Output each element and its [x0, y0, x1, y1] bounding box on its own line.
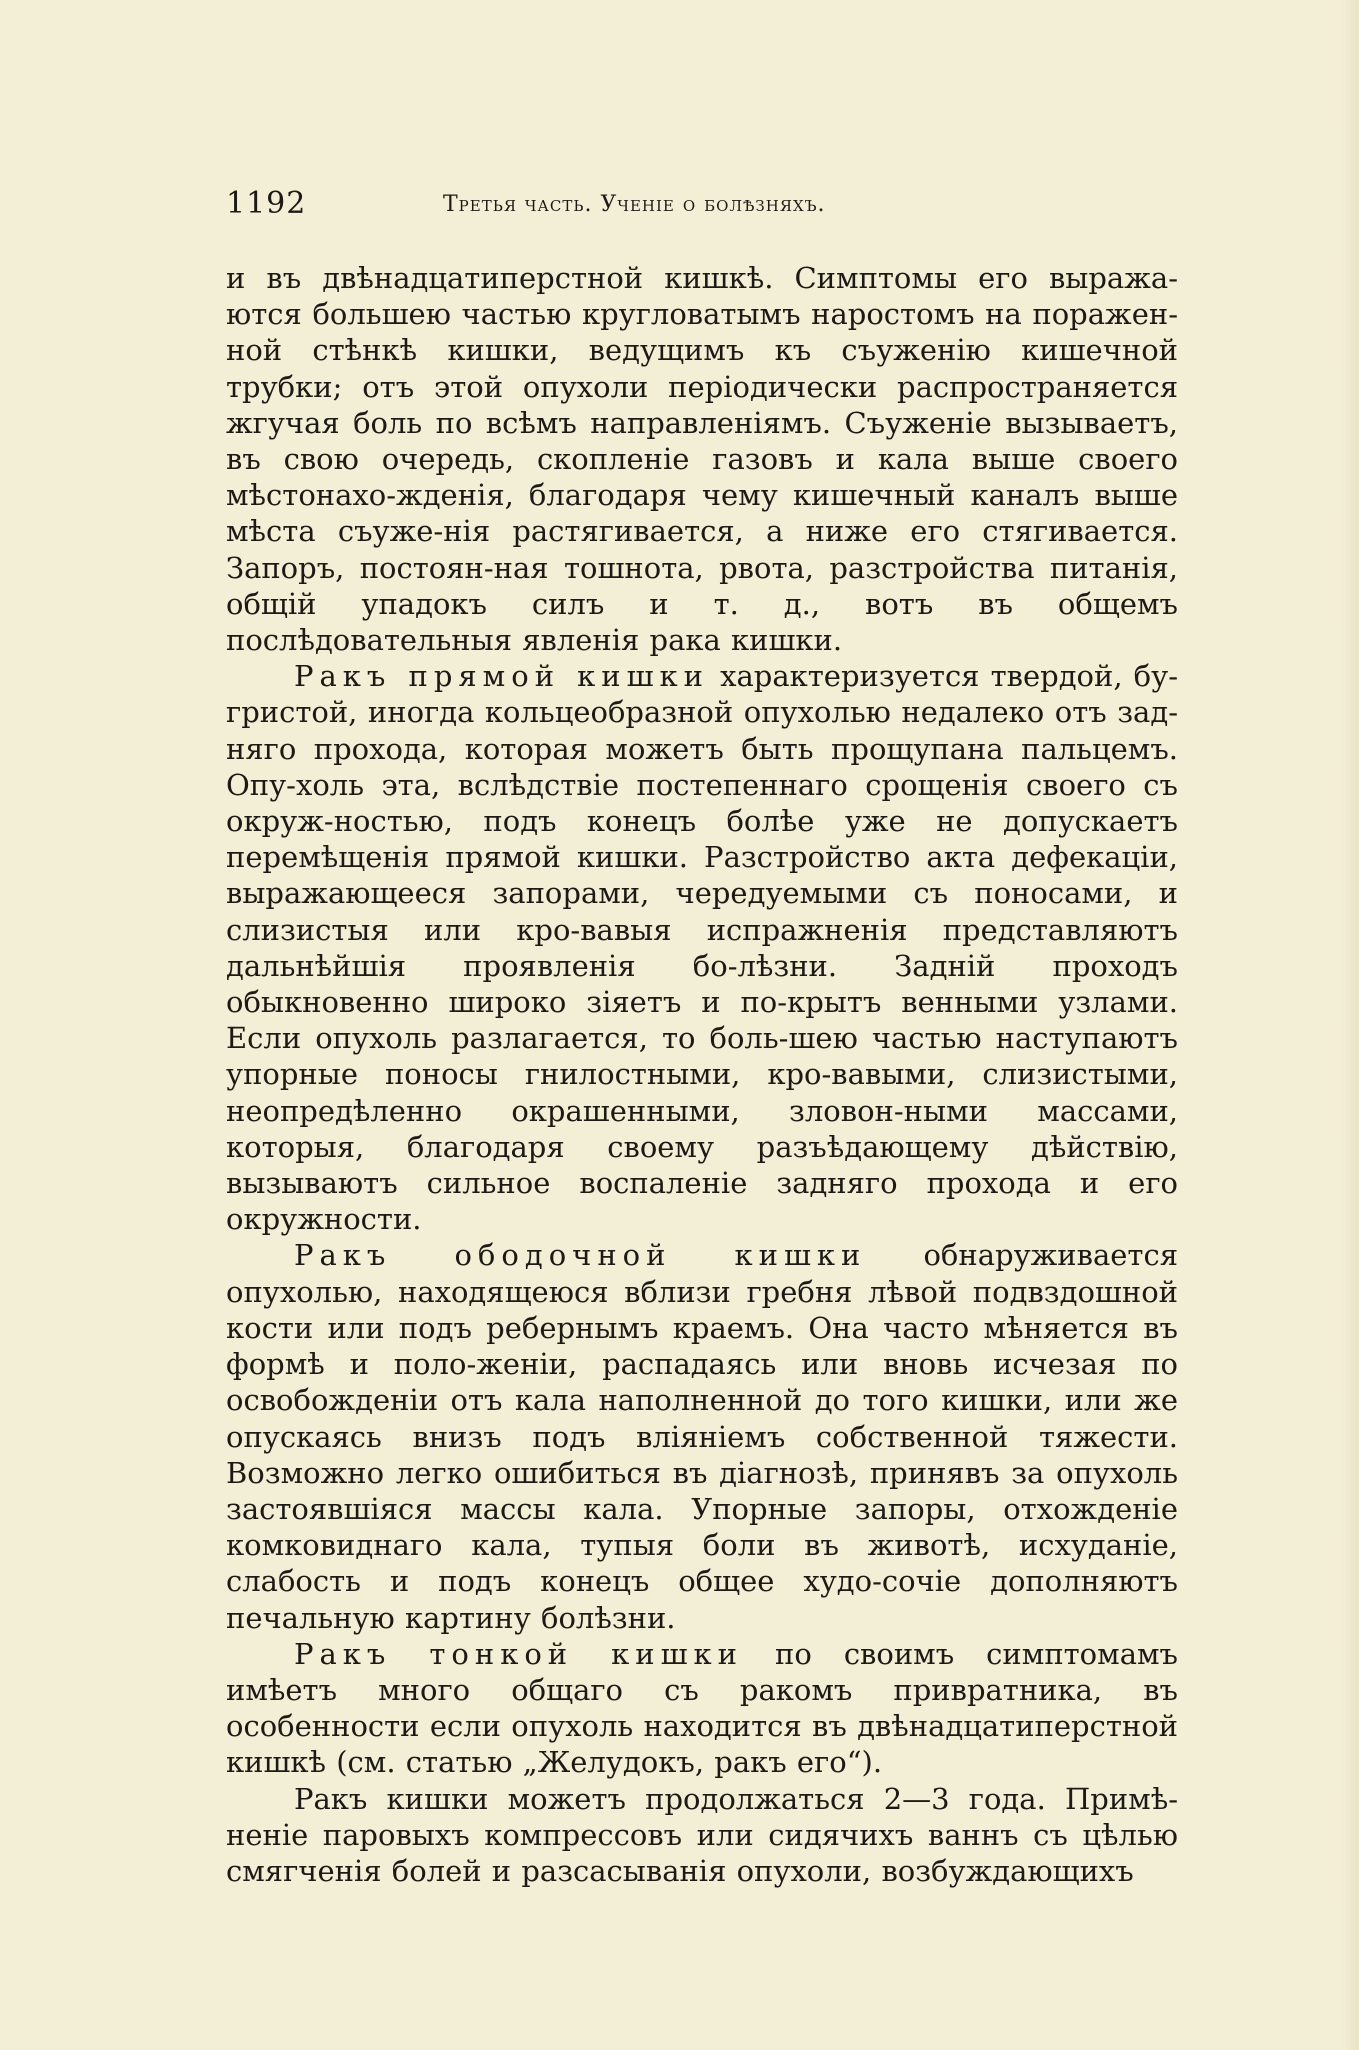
paragraph-3	[226, 1237, 1178, 1635]
body-text	[226, 260, 1178, 1889]
paragraph-3-text: обнаруживается опухолью, находящеюся вблизи гребня лѣвой подвздошной кости или подъ ребернымъ краемъ. Она часто мѣняется въ формѣ и поло-женіи, распадаясь или вновь исчезая по освобожденіи отъ кала наполненной до того кишки, или же опускаясь внизъ подъ вліяніемъ собственной тяжести. Возможно легко ошибиться въ діагнозѣ, принявъ за опухоль застоявшіяся массы кала. Упорные запоры, отхожденіе комковиднаго кала, тупыя боли въ животѣ, исхуданіе, слабость и подъ конецъ общее худо-сочіе дополняютъ печальную картину болѣзни.	[226, 1238, 1178, 1635]
paragraph-2	[226, 658, 1178, 1237]
paragraph-5-text: Ракъ кишки можетъ продолжаться 2—3 года. Примѣ-неніе паровыхъ компрессовъ или сидячихъ ваннъ съ цѣлью смягченія болей и разсасыванія опухоли, возбуждающихъ	[226, 1781, 1178, 1888]
paragraph-4-lead: Ракъ тонкой кишки	[294, 1636, 744, 1671]
page-number: 1192	[226, 186, 307, 221]
paragraph-1-text: и въ двѣнадцатиперстной кишкѣ. Симптомы его выража-ются большею частью кругловатымъ наростомъ на поражен-ной стѣнкѣ кишки, ведущимъ къ съуженію кишечной трубки; отъ этой опухоли періодически распространяется жгучая боль по всѣмъ направленіямъ. Съуженіе вызываетъ, въ свою очередь, скопленіе газовъ и кала выше своего мѣстонахо-жденія, благодаря чему кишечный каналъ выше мѣста съуже-нія растягивается, а ниже его стягивается. Запоръ, постоян-ная тошнота, рвота, разстройства питанія, общій упадокъ силъ и т. д., вотъ въ общемъ послѣдовательныя явленія рака кишки.	[226, 261, 1178, 658]
paragraph-3-lead: Ракъ ободочной кишки	[294, 1238, 867, 1273]
paragraph-2-lead: Ракъ прямой кишки	[294, 659, 710, 694]
paragraph-1	[226, 260, 1178, 658]
page-edge	[1341, 0, 1359, 2050]
paragraph-5	[226, 1781, 1178, 1890]
paragraph-2-text: характеризуется твердой, бу-гристой, иногда кольцеобразной опухолью недалеко отъ зад-няго прохода, которая можетъ быть прощупана пальцемъ. Опу-холь эта, вслѣдствіе постепеннаго срощенія своего съ окруж-ностью, подъ конецъ болѣе уже не допускаетъ перемѣщенія прямой кишки. Разстройство акта дефекаціи, выражающееся запорами, чередуемыми съ поносами, и слизистыя или кро-вавыя испражненія представляютъ дальнѣйшія проявленія бо-лѣзни. Задній проходъ обыкновенно широко зіяетъ и по-крытъ венными узлами. Если опухоль разлагается, то боль-шею частью наступаютъ упорные поносы гнилостными, кро-вавыми, слизистыми, неопредѣленно окрашенными, зловон-ными массами, которыя, благодаря своему разъѣдающему дѣйствію, вызываютъ сильное воспаленіе задняго прохода и его окружности.	[226, 659, 1178, 1237]
book-page	[226, 186, 1178, 1889]
page-header	[226, 186, 1178, 232]
paragraph-4-text: по своимъ симптомамъ имѣетъ много общаго съ ракомъ привратника, въ особенности если опухоль находится въ двѣнадцатиперстной кишкѣ (см. статью „Желудокъ, ракъ его“).	[226, 1636, 1178, 1780]
paragraph-4	[226, 1636, 1178, 1781]
running-head: Третья часть. Ученіе о болѣзняхъ.	[443, 192, 826, 217]
